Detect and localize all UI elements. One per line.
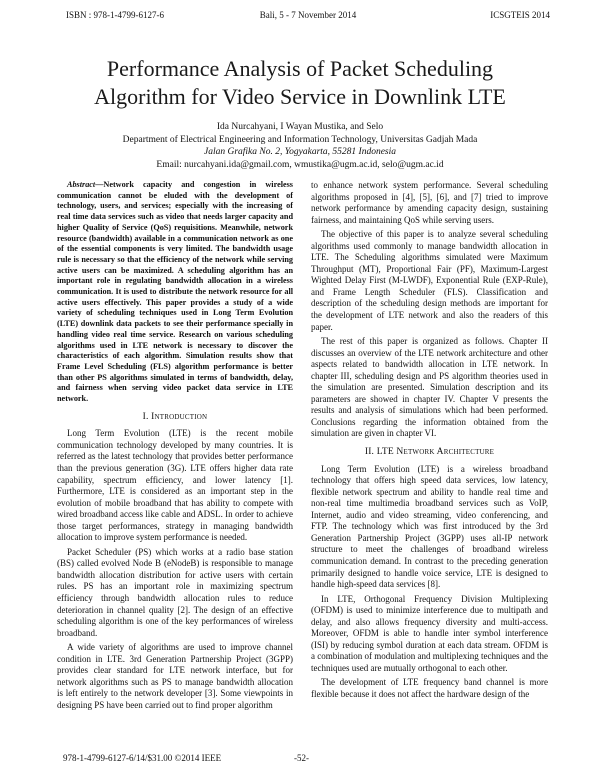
author-department: Department of Electrical Engineering and Information Technology, Universitas Gadjah Mada <box>122 134 478 145</box>
organization-paragraph: The rest of this paper is organized as follows. Chapter II discusses an overview of the LTE network architecture and other aspects related to bandwidth allocation in LTE network. In chapter III, scheduling design and PS algorithm theories used in the simulation are presented. Simulation description and its parameters are showed in chapter IV. Chapter V presents the results and analysis of simulations which had been performed. Conclusions regarding the information obtained from the simulation are given in chapter VI. <box>311 336 548 439</box>
page-footer <box>63 753 540 765</box>
author-block <box>60 121 540 171</box>
footer-page-number: -52- <box>294 753 309 763</box>
abstract <box>57 180 293 405</box>
section-heading-lte-architecture: II. LTE Network Architecture <box>364 447 495 458</box>
header-conference: ICSGTEIS 2014 <box>490 10 550 20</box>
footer-copyright: 978-1-4799-6127-6/14/$31.00 ©2014 IEEE <box>63 753 222 763</box>
lte-paragraph-2: In LTE, Orthogonal Frequency Division Multiplexing (OFDM) is used to minimize interference due to multipath and delay, and also allows frequency diversity and multi-access. Moreover, OFDM is able to handle inter symbol interference (ISI) by reducing symbol duration at each data stream. OFDM is a combination of modulation and multiplexing techniques and the techniques used are mutually orthogonal to each other. <box>311 593 548 673</box>
author-names: Ida Nurcahyani, I Wayan Mustika, and Selo <box>216 122 384 132</box>
title-line-1: Performance Analysis of Packet Scheduling <box>106 56 494 81</box>
lte-paragraph-3: The development of LTE frequency band channel is more flexible because it does not affect the hardware design of the <box>311 677 548 699</box>
running-header <box>66 10 550 24</box>
title-line-2: Algorithm for Video Service in Downlink LTE <box>94 84 506 109</box>
objective-paragraph: The objective of this paper is to analyze several scheduling algorithms used commonly to manage bandwidth allocation in LTE. The Scheduling algorithms simulated were Maximum Throughput (MT), Proportional Fair (PF), Maximum-Largest Wighted Delay First (M-LWDF), Exponential Rule (EXP-Rule), and Frame Length Scheduler (FLS). Classification and description of the scheduling design methods are important for the development of LTE network and also the readers of this paper. <box>311 229 548 332</box>
lte-paragraph-1: Long Term Evolution (LTE) is a wireless broadband technology that offers high speed data services, low latency, flexible network spectrum and ability to handle real time and non-real time multimedia broadband services such as VoIP, Internet, audio and video streaming, video conferencing, and FTP. The technology which was first introduced by the 3rd Generation Partnership Project (3GPP) uses all-IP network structure to meet the challenges of broadband wireless communication demand. In contrast to the preceding generation primarily designed to handle voice service, LTE is designed to handle high-speed data services [8]. <box>311 463 548 590</box>
intro-continued-paragraph: to enhance network system performance. Several scheduling algorithms proposed in [4], [5], [6], and [7] tried to improve network performance by amending capacity design, sustaining fairness, and maintaining QoS while serving users. <box>311 180 548 225</box>
intro-paragraph-2: Packet Scheduler (PS) which works at a radio base station (BS) called evolved Node B (eNodeB) is responsible to manage bandwidth allocation distribution for active users with certain rules. PS has an important role in maximizing spectrum efficiency through bandwidth allocation rules to reduce deterioration in channel quality [2]. The design of an effective scheduling algorithm is one of the key performances of wireless broadband. <box>57 546 293 638</box>
abstract-label: Abstract <box>67 180 96 189</box>
abstract-text: —Network capacity and congestion in wireless communication cannot be eluded with the development of technology, users, and services; especially with the increasing of real time data services such as video that needs larger capacity and higher Quality of Service (QoS) requisitions. Meanwhile, network resource (bandwidth) available in a communication network as one of the essential components is very limited. The bandwidth usage rule is necessary so that the efficiency of the network while serving active users can be maximized. A scheduling algorithm has an important role in regulating bandwidth allocation in a wireless communication. It is used to distribute the network resource for all active users effectively. This paper provides a study of a wide variety of scheduling techniques used in Long Term Evolution (LTE) downlink data packets to see their performance specially in handling video real time service. Research on various scheduling algorithms used in LTE network is necessary to discover the characteristics of each algorithm. Simulation results show that Frame Level Scheduling (FLS) algorithm performance is better than other PS algorithms simulated in terms of bandwidth, delay, and fairness when serving video packet data service in LTE network. <box>57 180 293 404</box>
header-location-date: Bali, 5 - 7 November 2014 <box>259 10 357 20</box>
paper-title <box>50 55 550 111</box>
left-column <box>57 180 293 714</box>
intro-paragraph-1: Long Term Evolution (LTE) is the recent mobile communication technology developed by many countries. It is referred as the latest technology that provides better performance than the previous generation (3G). LTE offers higher data rate capability, spectrum efficiency, and lower latency [1]. Furthermore, LTE is considered as an important step in the evolution of mobile broadband that has ability to compete with wired broadband access like cable and ADSL. In order to achieve those target performances, strategy in managing bandwidth allocation to improve system performance is needed. <box>57 428 293 543</box>
section-heading-introduction: I. Introduction <box>142 411 208 422</box>
right-column <box>311 180 548 704</box>
header-isbn: ISBN : 978-1-4799-6127-6 <box>66 10 164 20</box>
author-email: Email: nurcahyani.ida@gmail.com, wmustika@ugm.ac.id, selo@ugm.ac.id <box>156 159 444 170</box>
author-address: Jalan Grafika No. 2, Yogyakarta, 55281 Indonesia <box>203 147 397 157</box>
intro-paragraph-3: A wide variety of algorithms are used to improve channel condition in LTE. 3rd Generation Partnership Project (3GPP) provides clear standard for LTE network interface, but for network algorithms such as PS to manage bandwidth allocation is left entirely to the network developer [3]. Some viewpoints in designing PS have been carried out to find proper algorithm <box>57 642 293 710</box>
